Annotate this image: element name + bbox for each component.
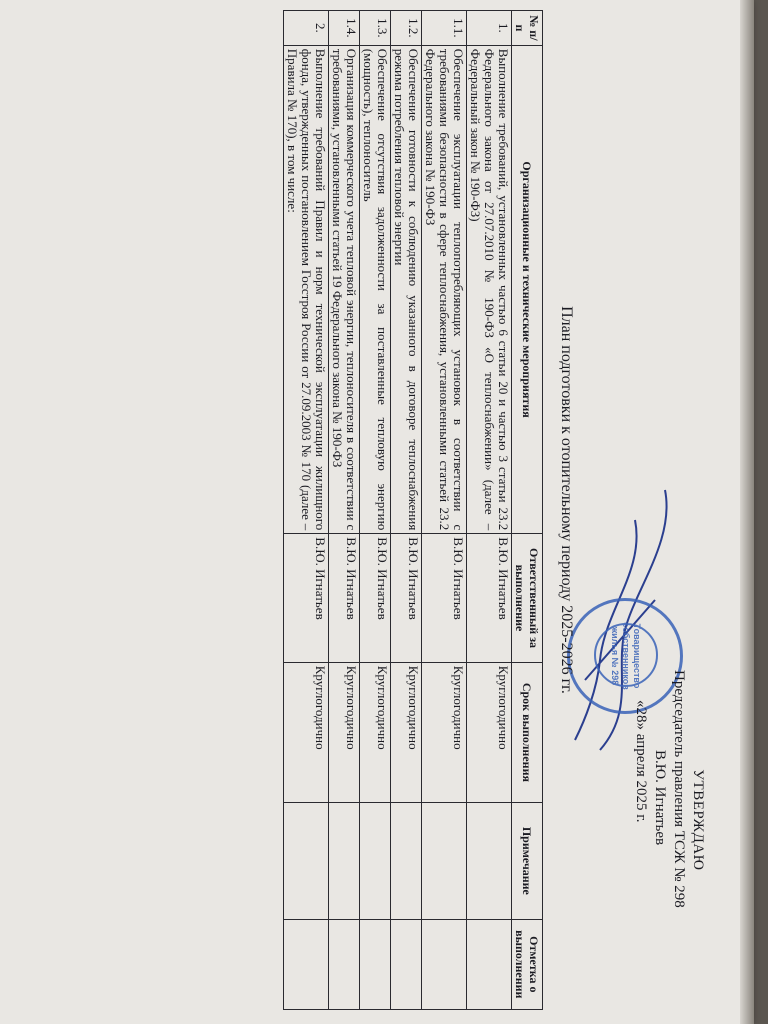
row-responsible: В.Ю. Игнатьев [467,534,512,662]
row-mark [284,919,329,1009]
table-header-row [512,11,543,1010]
row-number: 1.1. [422,11,467,46]
row-mark [467,919,512,1009]
approval-title: УТВЕРЖДАЮ [690,769,706,871]
table-row [391,11,422,1010]
row-term: Круглогодично [284,662,329,802]
row-responsible: В.Ю. Игнатьев [360,534,391,662]
stamp-line: Товарищество [632,623,642,689]
table-row [284,11,329,1010]
header-action: Организационные и технические мероприятия [512,45,543,534]
header-term: Срок выполнения [512,662,543,802]
row-number: 1.4. [329,11,360,46]
row-term: Круглогодично [329,662,360,802]
row-action: Выполнение требований Правил и норм технической эксплуатации жилищного фонда, утвержденных постановлением Госстроя России от 27.09.2003 № 170 (далее – Правила № 170), в том числе: [284,45,329,534]
row-responsible: В.Ю. Игнатьев [329,534,360,662]
table-row [467,11,512,1010]
row-action: Обеспечение готовности к соблюдению указанного в договоре теплоснабжения режима потребления тепловой энергии [391,45,422,534]
header-note: Примечание [512,803,543,919]
row-number: 1.3. [360,11,391,46]
approval-block [631,640,707,1000]
row-mark [360,919,391,1009]
row-action: Обеспечение эксплуатации теплопотребляющих установок в соответствии с требованиями безопасности в сфере теплоснабжения, установленными статьей 23.2 Федерального закона № 190-ФЗ [422,45,467,534]
row-term: Круглогодично [391,662,422,802]
row-mark [391,919,422,1009]
table-row [329,11,360,1010]
row-note [391,803,422,919]
row-responsible: В.Ю. Игнатьев [391,534,422,662]
plan-table [283,10,543,1010]
row-number: 1. [467,11,512,46]
header-responsible: Ответственный за выполнение [512,534,543,662]
row-term: Круглогодично [467,662,512,802]
stamp-line: жилья № 298 [610,626,620,686]
row-action: Организация коммерческого учета тепловой энергии, теплоносителя в соответствии с требованиями, установленными статьей 19 Федерального закона № 190-ФЗ [329,45,360,534]
table-row [360,11,391,1010]
header-number: № п/п [512,11,543,46]
stamp-line: собственников [621,622,631,690]
table-row [422,11,467,1010]
approval-date: «28» апреля 2025 г. [633,700,649,823]
row-note [329,803,360,919]
header-mark: Отметка о выполнении [512,919,543,1009]
row-action: Обеспечение отсутствия задолженности за поставленные тепловую энергию (мощность), теплоноситель [360,45,391,534]
row-responsible: В.Ю. Игнатьев [422,534,467,662]
paper-edge [740,0,754,1024]
approval-position: Председатель правления ТСЖ № 298 [671,670,687,908]
row-note [467,803,512,919]
row-term: Круглогодично [422,662,467,802]
row-mark [329,919,360,1009]
document-title: План подготовки к отопительному периоду 2025-2026 гг. [558,306,575,694]
row-mark [422,919,467,1009]
row-number: 1.2. [391,11,422,46]
row-term: Круглогодично [360,662,391,802]
row-responsible: В.Ю. Игнатьев [284,534,329,662]
row-note [284,803,329,919]
approval-signer: В.Ю. Игнатьев [652,750,668,846]
row-action: Выполнение требований, установленных частью 6 статьи 20 и частью 3 статьи 23.2 Федерального закона от 27.07.2010 № 190-ФЗ «О теплоснабжении» (далее – Федеральный закон № 190-ФЗ) [467,45,512,534]
row-number: 2. [284,11,329,46]
row-note [422,803,467,919]
row-note [360,803,391,919]
document [25,0,715,1000]
